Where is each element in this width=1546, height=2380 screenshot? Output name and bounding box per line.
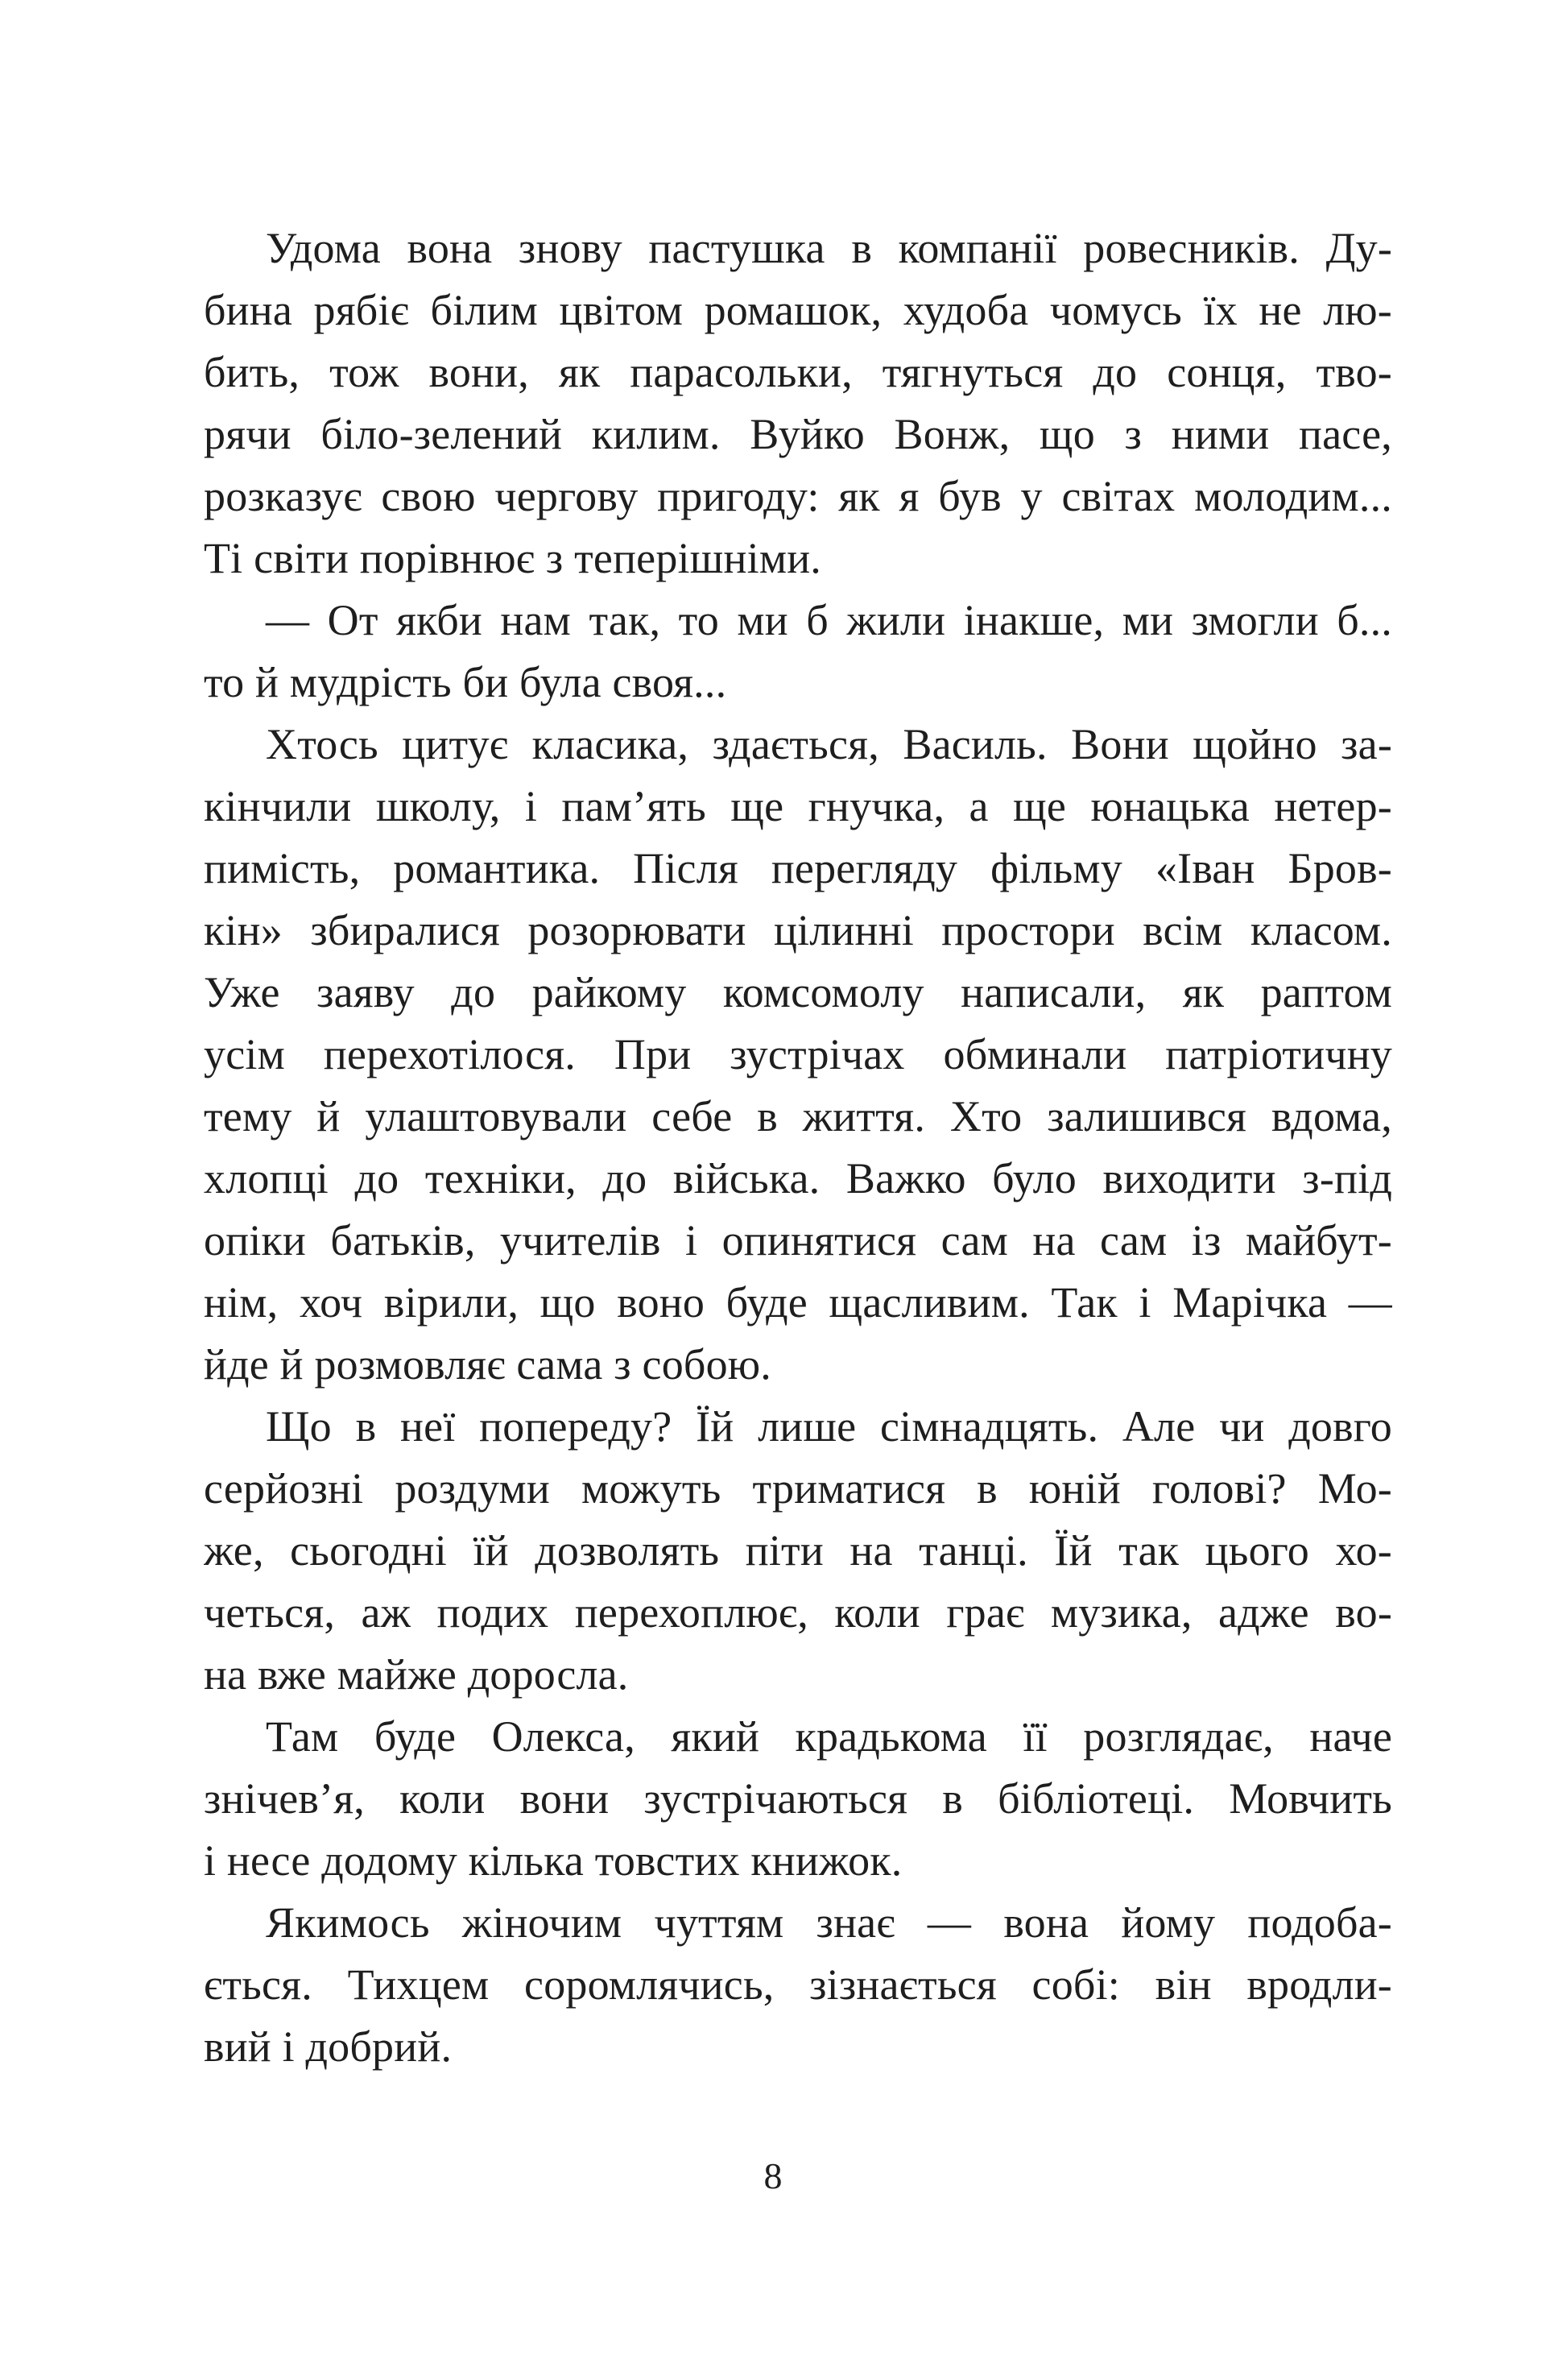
text-line: на вже майже доросла. — [204, 1650, 629, 1699]
text-line: вий і добрий. — [204, 2022, 453, 2071]
text-line: бина рябіє білим цвітом ромашок, худоба чомусь їх не лю- — [204, 286, 1392, 334]
text-line: четься, аж подих перехоплює, коли грає музика, адже во- — [204, 1588, 1392, 1637]
text-line: тему й улаштовували себе в життя. Хто залишився вдома, — [204, 1092, 1392, 1140]
text-line: кінчили школу, і пам’ять ще гнучка, а ще юнацька нетер- — [204, 782, 1392, 830]
text-line: ється. Тихцем соромлячись, зізнається собі: він вродли- — [204, 1960, 1392, 2009]
text-line: бить, тож вони, як парасольки, тягнуться до сонця, тво- — [204, 348, 1392, 396]
text-line: — От якби нам так, то ми б жили інакше, ми змогли б... — [266, 596, 1392, 644]
text-line: усім перехотілося. При зустрічах обминали патріотичну — [204, 1030, 1392, 1078]
body-text — [204, 217, 1392, 2078]
text-line: і несе додому кілька товстих книжок. — [204, 1836, 903, 1885]
text-line: йде й розмовляє сама з собою. — [204, 1340, 772, 1389]
text-line: розказує свою чергову пригоду: як я був у світах молодим... — [204, 472, 1392, 520]
text-line: серйозні роздуми можуть триматися в юній голові? Мо- — [204, 1464, 1392, 1513]
text-line: Хтось цитує класика, здається, Василь. Вони щойно за- — [266, 720, 1392, 768]
text-line: Удома вона знову пастушка в компанії ровесників. Ду- — [266, 224, 1392, 272]
text-line: Уже заяву до райкому комсомолу написали, як раптом — [204, 968, 1392, 1016]
text-line: же, сьогодні їй дозволять піти на танці. Їй так цього хо- — [204, 1526, 1392, 1575]
text-line: Якимось жіночим чуттям знає — вона йому подоба- — [266, 1898, 1392, 1947]
text-line: то й мудрість би була своя... — [204, 658, 727, 706]
text-line: нім, хоч вірили, що воно буде щасливим. Так і Марічка — — [204, 1278, 1392, 1327]
text-line: хлопці до техніки, до війська. Важко було виходити з-під — [204, 1154, 1392, 1202]
text-line: Ті світи порівнює з теперішніми. — [204, 534, 821, 582]
text-line: Що в неї попереду? Їй лише сімнадцять. Але чи довго — [266, 1402, 1392, 1451]
text-line: рячи біло-зелений килим. Вуйко Вонж, що з ними пасе, — [204, 410, 1392, 458]
text-line: опіки батьків, учителів і опинятися сам на сам із майбут- — [204, 1216, 1392, 1265]
text-line: кін» збиралися розорювати цілинні простори всім класом. — [204, 906, 1392, 954]
text-line: знічев’я, коли вони зустрічаються в бібліотеці. Мовчить — [204, 1774, 1392, 1823]
text-line: пимість, романтика. Після перегляду фільму «Іван Бров- — [204, 844, 1392, 892]
text-line: Там буде Олекса, який крадькома її розглядає, наче — [266, 1712, 1392, 1761]
page-number: 8 — [763, 2155, 783, 2196]
